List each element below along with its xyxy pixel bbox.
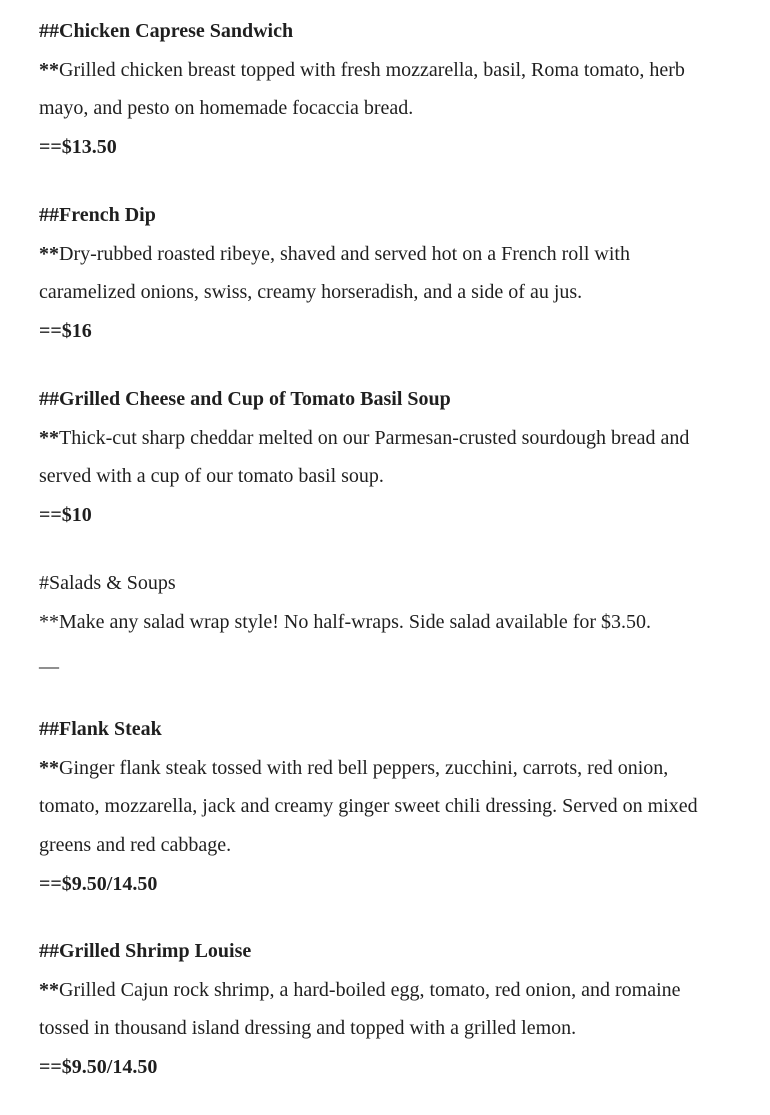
item-title: ##Grilled Cheese and Cup of Tomato Basil Soup xyxy=(39,388,451,410)
item-price: ==$10 xyxy=(39,504,92,527)
item-price: ==$13.50 xyxy=(39,136,117,159)
item-description-line: **Grilled Cajun rock shrimp, a hard-boiled egg, tomato, red onion, and romaine xyxy=(39,978,681,1001)
item-description-line: greens and red cabbage. xyxy=(39,834,232,857)
item-description-line: tomato, mozzarella, jack and creamy ginger sweet chili dressing. Served on mixed xyxy=(39,795,698,818)
item-title: ##French Dip xyxy=(39,204,156,226)
menu-item xyxy=(39,196,739,351)
section-header xyxy=(39,564,739,680)
section-divider: __ xyxy=(39,649,59,672)
item-description-line: caramelized onions, swiss, creamy horseradish, and a side of au jus. xyxy=(39,281,583,304)
menu-item xyxy=(39,380,739,535)
item-title: ##Grilled Shrimp Louise xyxy=(39,940,252,962)
item-price: ==$9.50/14.50 xyxy=(39,1056,158,1079)
item-description-line: served with a cup of our tomato basil soup. xyxy=(39,465,384,488)
item-description-line: mayo, and pesto on homemade focaccia bread. xyxy=(39,97,414,120)
section-note: **Make any salad wrap style! No half-wraps. Side salad available for $3.50. xyxy=(39,610,652,633)
section-title: #Salads & Soups xyxy=(39,572,176,594)
item-price: ==$9.50/14.50 xyxy=(39,872,158,895)
item-title: ##Chicken Caprese Sandwich xyxy=(39,20,294,42)
item-description-line: **Grilled chicken breast topped with fresh mozzarella, basil, Roma tomato, herb xyxy=(39,58,685,81)
menu-item xyxy=(39,12,739,167)
menu-item xyxy=(39,710,739,904)
item-price: ==$16 xyxy=(39,320,92,343)
menu-item xyxy=(39,932,739,1087)
item-description-line: tossed in thousand island dressing and topped with a grilled lemon. xyxy=(39,1017,577,1040)
item-description-line: **Ginger flank steak tossed with red bell peppers, zucchini, carrots, red onion, xyxy=(39,756,669,779)
item-description-line: **Thick-cut sharp cheddar melted on our Parmesan-crusted sourdough bread and xyxy=(39,426,690,449)
item-description-line: **Dry-rubbed roasted ribeye, shaved and served hot on a French roll with xyxy=(39,242,630,265)
item-title: ##Flank Steak xyxy=(39,718,162,740)
